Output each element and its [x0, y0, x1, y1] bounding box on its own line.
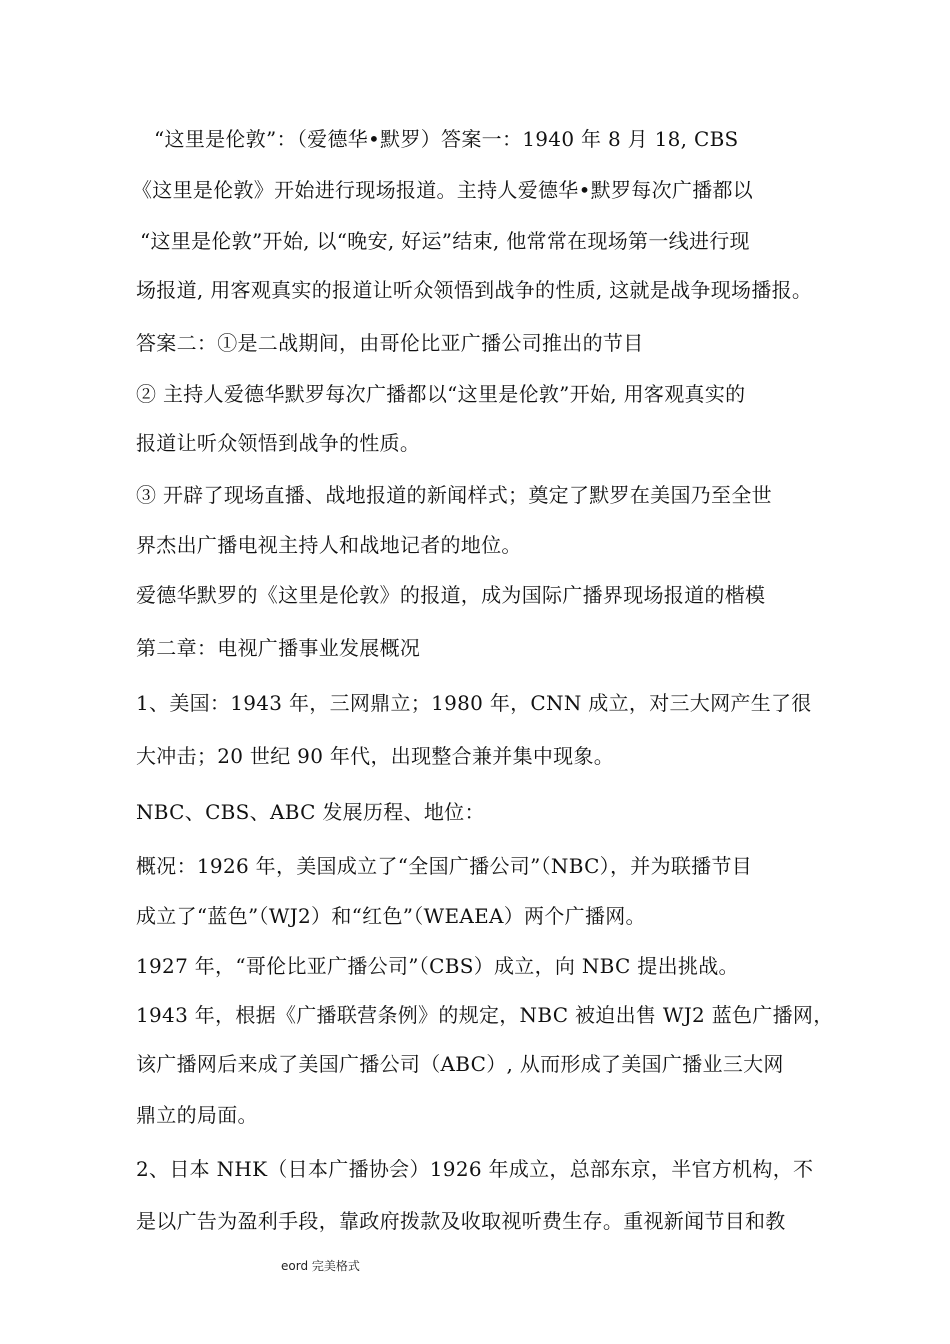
text-line: 2、日本 NHK（日本广播协会）1926 年成立，总部东京，半官方机构，不	[136, 1157, 814, 1181]
text-line: 该广播网后来成了美国广播公司（ABC）, 从而形成了美国广播业三大网	[136, 1052, 784, 1076]
text-line: 报道让听众领悟到战争的性质。	[136, 431, 421, 455]
text-line: “这里是伦敦”：（爱德华•默罗）答案一：1940 年 8 月 18, CBS	[154, 127, 739, 151]
text-line: 1943 年，根据《广播联营条例》的规定，NBC 被迫出售 WJ2 蓝色广播网，	[136, 1003, 834, 1027]
text-line: 《这里是伦敦》开始进行现场报道。主持人爱德华•默罗每次广播都以	[132, 178, 754, 202]
text-line: 是以广告为盈利手段，靠政府拨款及收取视听费生存。重视新闻节目和教	[136, 1209, 786, 1233]
text-line: ② 主持人爱德华默罗每次广播都以“这里是伦敦”开始, 用客观真实的	[136, 382, 746, 406]
text-line: 爱德华默罗的《这里是伦敦》的报道，成为国际广播界现场报道的楷模	[136, 583, 766, 607]
text-line: 答案二：①是二战期间，由哥伦比亚广播公司推出的节目	[136, 331, 644, 355]
text-line: 鼎立的局面。	[136, 1103, 258, 1127]
text-line: 场报道, 用客观真实的报道让听众领悟到战争的性质, 这就是战争现场播报。	[136, 278, 813, 302]
page-footer: eord 完美格式	[281, 1259, 360, 1273]
text-line: 1、美国：1943 年，三网鼎立；1980 年，CNN 成立，对三大网产生了很	[136, 691, 812, 715]
text-line: “这里是伦敦”开始, 以“晚安, 好运”结束, 他常常在现场第一线进行现	[140, 229, 750, 253]
text-line: ③ 开辟了现场直播、战地报道的新闻样式；奠定了默罗在美国乃至全世	[136, 483, 772, 507]
text-line: NBC、CBS、ABC 发展历程、地位：	[136, 800, 485, 824]
text-line: 界杰出广播电视主持人和战地记者的地位。	[136, 533, 522, 557]
text-line: 成立了“蓝色”（WJ2）和“红色”（WEAEA）两个广播网。	[136, 904, 646, 928]
text-line: 大冲击；20 世纪 90 年代，出现整合兼并集中现象。	[136, 744, 615, 768]
text-line: 概况：1926 年，美国成立了“全国广播公司”（NBC），并为联播节目	[136, 854, 753, 878]
text-line: 1927 年，“哥伦比亚广播公司”（CBS）成立，向 NBC 提出挑战。	[136, 954, 739, 978]
chapter-heading: 第二章：电视广播事业发展概况	[136, 636, 421, 660]
